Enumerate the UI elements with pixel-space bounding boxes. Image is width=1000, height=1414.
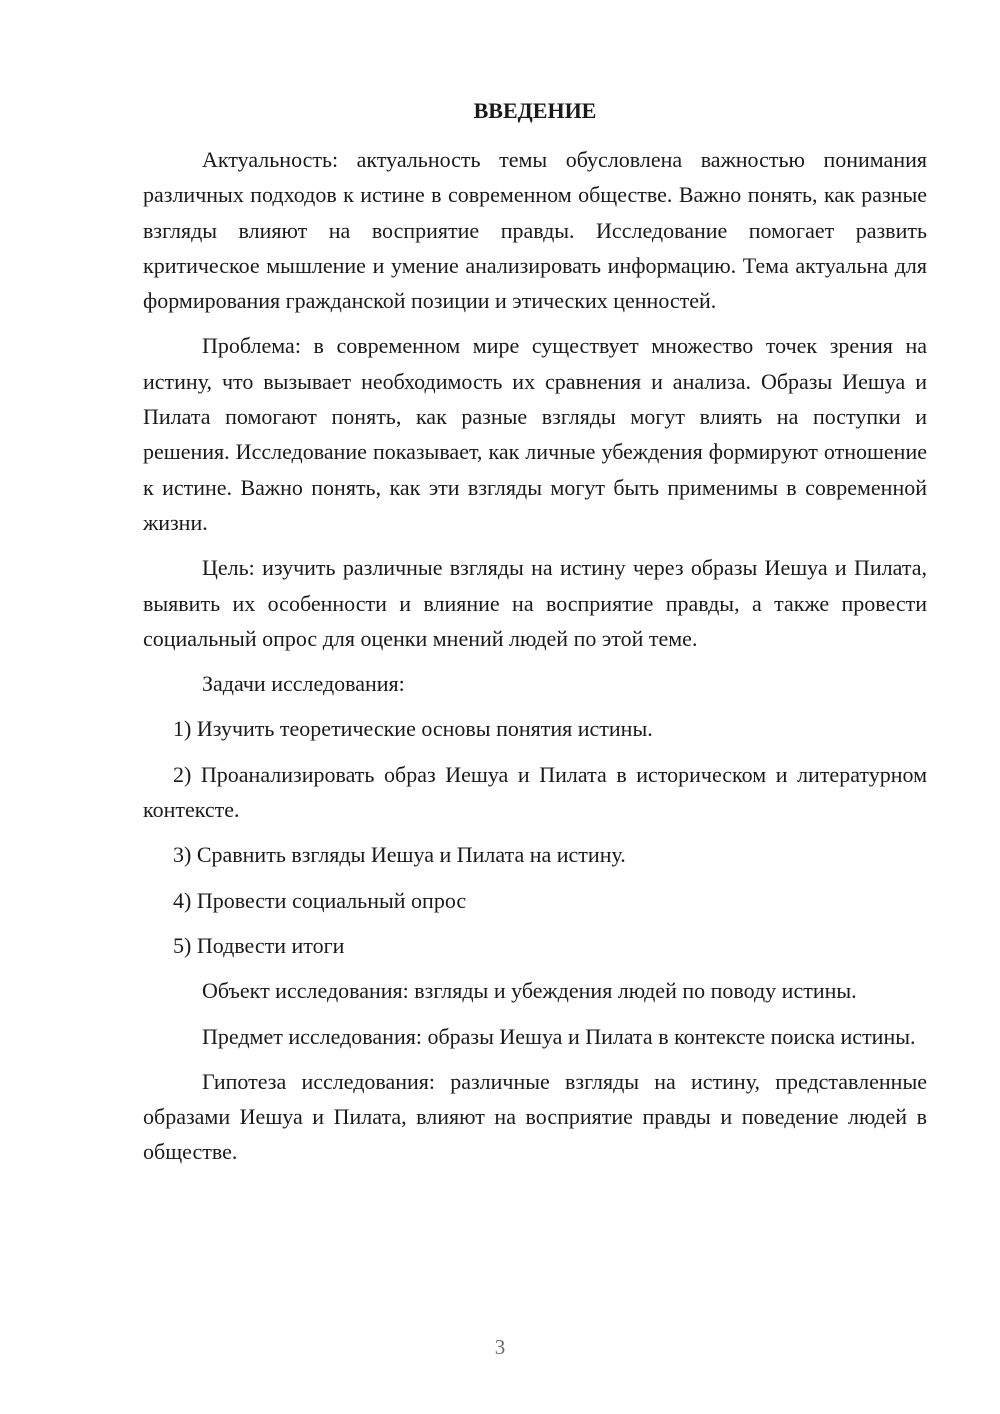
page-content	[143, 96, 927, 1180]
relevance-paragraph: Актуальность: актуальность темы обусловлена важностью понимания различных подходов к истине в современном обществе. Важно понять, как разные взгляды влияют на восприятие правды. Исследование помогает развить критическое мышление и умение анализировать информацию. Тема актуальна для формирования гражданской позиции и этических ценностей.	[143, 147, 927, 314]
object-paragraph: Объект исследования: взгляды и убеждения людей по поводу истины.	[202, 978, 857, 1004]
tasks-label: Задачи исследования:	[202, 671, 405, 697]
task-item: 3) Сравнить взгляды Иешуа и Пилата на истину.	[173, 842, 626, 868]
section-heading: ВВЕДЕНИЕ	[473, 98, 597, 123]
problem-paragraph: Проблема: в современном мире существует множество точек зрения на истину, что вызывает необходимость их сравнения и анализа. Образы Иешуа и Пилата помогают понять, как разные взгляды могут влиять на поступки и решения. Исследование показывает, как личные убеждения формируют отношение к истине. Важно понять, как эти взгляды могут быть применимы в современной жизни.	[143, 333, 927, 535]
task-item: 1) Изучить теоретические основы понятия истины.	[173, 716, 653, 742]
subject-paragraph: Предмет исследования: образы Иешуа и Пилата в контексте поиска истины.	[202, 1023, 916, 1049]
hypothesis-paragraph: Гипотеза исследования: различные взгляды на истину, представленные образами Иешуа и Пилата, влияют на восприятие правды и поведение людей в обществе.	[143, 1068, 927, 1165]
goal-paragraph: Цель: изучить различные взгляды на истину через образы Иешуа и Пилата, выявить их особенности и влияние на восприятие правды, а также провести социальный опрос для оценки мнений людей по этой теме.	[143, 555, 927, 651]
page-number: 3	[494, 1335, 506, 1359]
task-item: 2) Проанализировать образ Иешуа и Пилата в историческом и литературном контексте.	[143, 761, 927, 823]
task-item: 5) Подвести итоги	[173, 932, 345, 958]
task-item: 4) Провести социальный опрос	[173, 887, 467, 913]
tasks-list	[143, 711, 927, 963]
